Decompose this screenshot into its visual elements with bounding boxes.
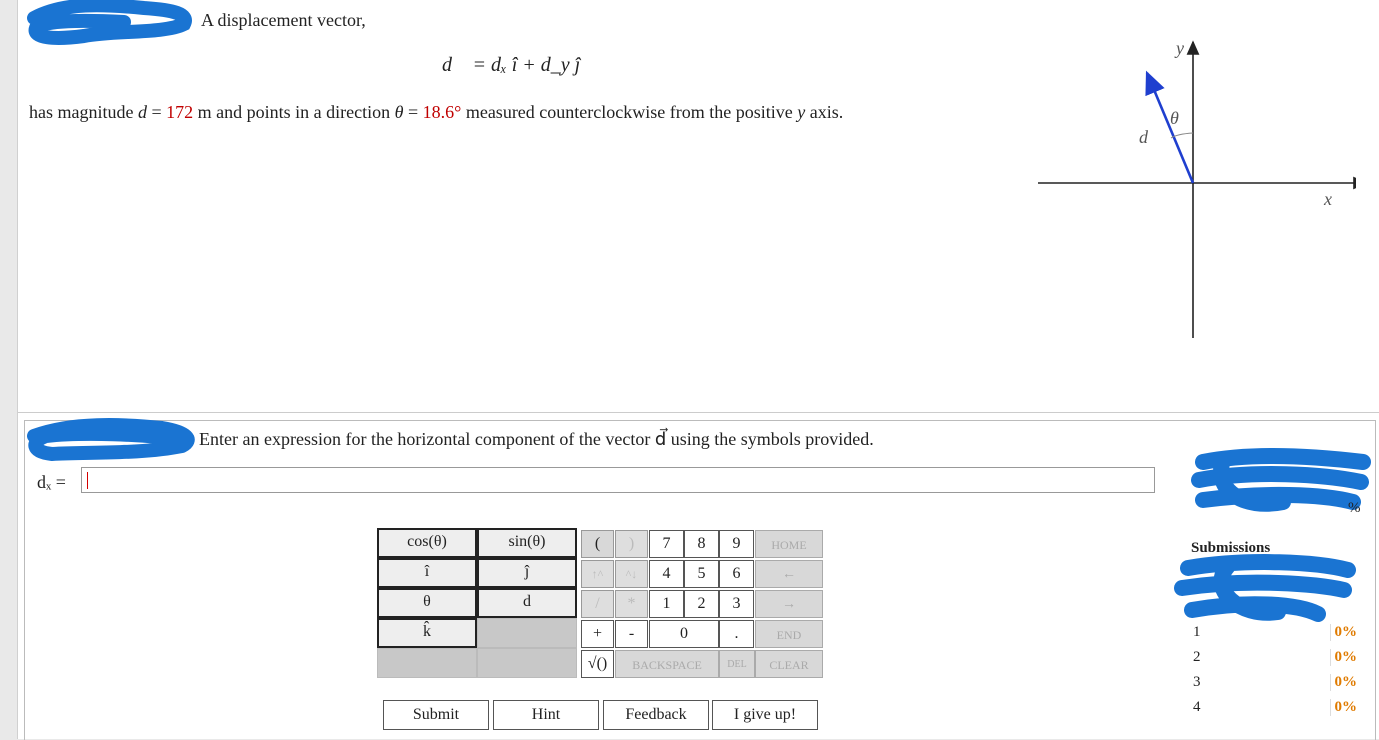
y-axis-label: y [1176,38,1184,58]
key-superscript-down[interactable]: ^↓ [615,560,648,588]
magnitude-value: 172 [166,102,194,122]
key-5[interactable]: 5 [684,560,719,588]
key-k-hat[interactable]: k̂ [377,618,477,648]
key-theta[interactable]: θ [377,588,477,618]
theta-label: θ [1170,108,1179,128]
key-4[interactable]: 4 [649,560,684,588]
submission-row [1191,672,1359,694]
theta-symbol: θ [394,102,404,122]
key-close-paren[interactable]: ) [615,530,648,558]
key-superscript-up[interactable]: ↑^ [581,560,614,588]
submission-number: 4 [1193,699,1201,715]
key-right-arrow[interactable]: → [755,590,823,618]
key-sqrt[interactable]: √() [581,650,614,678]
key-plus[interactable]: + [581,620,614,648]
score-percent-partial: % [1348,500,1361,516]
redaction-scribble [24,0,194,45]
key-3[interactable]: 3 [719,590,754,618]
feedback-button[interactable]: Feedback [603,700,709,730]
problem-page [17,0,1379,739]
x-axis-label: x [1324,189,1332,209]
key-blank-3 [477,648,577,678]
key-minus[interactable]: - [615,620,648,648]
submission-percent: 0% [1330,674,1358,691]
key-end[interactable]: END [755,620,823,648]
key-cos-theta[interactable]: cos(θ) [377,528,477,558]
equals-sign-2: = [407,102,419,122]
key-9[interactable]: 9 [719,530,754,558]
statement-end: axis. [809,102,844,122]
displacement-vector [1147,73,1193,183]
hint-button[interactable]: Hint [493,700,599,730]
key-backspace[interactable]: BACKSPACE [615,650,719,678]
key-open-paren[interactable]: ( [581,530,614,558]
problem-statement [29,102,843,123]
submission-percent: 0% [1330,699,1358,716]
redaction-scribble-2 [22,414,202,462]
key-8[interactable]: 8 [684,530,719,558]
statement-mid: and points in a direction [216,102,391,122]
key-0[interactable]: 0 [649,620,719,648]
key-2[interactable]: 2 [684,590,719,618]
submission-row [1191,622,1359,644]
submission-percent: 0% [1330,649,1358,666]
submission-percent: 0% [1330,624,1358,641]
submissions-header: Submissions [1191,540,1271,556]
key-home[interactable]: HOME [755,530,823,558]
key-blank [477,618,577,648]
submission-number: 3 [1193,674,1201,690]
answer-input[interactable] [81,467,1155,493]
submit-button[interactable]: Submit [383,700,489,730]
d-label: d [1139,127,1148,147]
give-up-button[interactable]: I give up! [712,700,818,730]
key-1[interactable]: 1 [649,590,684,618]
angle-value: 18.6° [422,102,462,122]
key-delete[interactable]: DEL [719,650,755,678]
answer-label: dₓ = [37,472,66,492]
statement-pre: has magnitude [29,102,134,122]
vector-diagram [1036,30,1356,340]
key-6[interactable]: 6 [719,560,754,588]
key-left-arrow[interactable]: ← [755,560,823,588]
equals-sign: = [151,102,162,122]
key-multiply[interactable]: * [615,590,648,618]
text-caret [87,472,88,489]
key-sin-theta[interactable]: sin(θ) [477,528,577,558]
key-7[interactable]: 7 [649,530,684,558]
key-divide[interactable]: / [581,590,614,618]
submission-number: 1 [1193,624,1201,640]
section-divider [18,412,1379,413]
axis-symbol: y [797,102,806,122]
magnitude-unit: m [197,102,212,122]
intro-text: A displacement vector, [201,10,366,30]
key-decimal[interactable]: . [719,620,754,648]
submission-row [1191,647,1359,669]
submission-number: 2 [1193,649,1201,665]
key-i-hat[interactable]: î [377,558,477,588]
d-symbol: d [137,102,147,122]
key-blank-2 [377,648,477,678]
part-prompt: Enter an expression for the horizontal component of the vector d⃗ using the symbols provided. [199,429,874,449]
statement-post: measured counterclockwise from the positive [465,102,793,122]
vector-equation: d⃗ = dₓ î + d_y ĵ [442,54,581,76]
key-clear[interactable]: CLEAR [755,650,823,678]
key-d[interactable]: d [477,588,577,618]
key-j-hat[interactable]: ĵ [477,558,577,588]
submission-row [1191,697,1359,719]
